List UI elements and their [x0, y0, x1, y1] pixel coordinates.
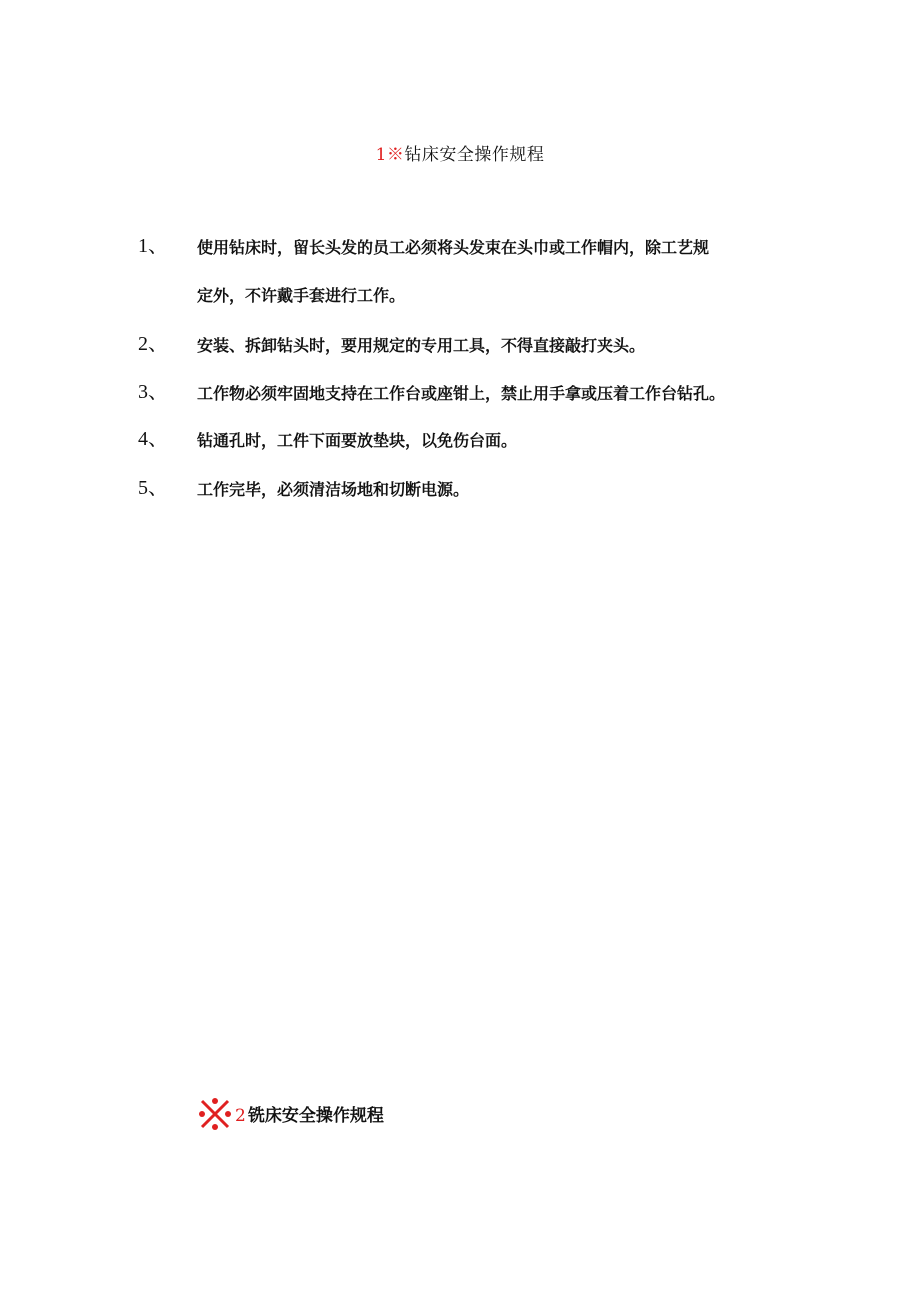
rule-text: 安装、拆卸钻头时，要用规定的专用工具，不得直接敲打夹头。: [197, 336, 646, 355]
title-mark: ※: [386, 145, 405, 165]
rule-number: 5、: [138, 477, 168, 499]
rule-number: 1、: [138, 235, 168, 257]
rule-text: 工作物必须牢固地支持在工作台或座钳上，禁止用手拿或压着工作台钻孔。: [197, 384, 726, 403]
section-title: 铣床安全操作规程: [247, 1106, 384, 1126]
rule-number: 4、: [138, 428, 168, 450]
rule-text-continued: 定外，不许戴手套进行工作。: [197, 286, 406, 305]
page-title: [0, 144, 920, 166]
rule-text: 工作完毕，必须清洁场地和切断电源。: [197, 480, 470, 499]
title-number: 1: [375, 145, 387, 165]
rule-text: 钻通孔时，工件下面要放垫块，以免伤台面。: [197, 431, 518, 450]
rule-number: 2、: [138, 333, 168, 355]
reference-mark-icon: [197, 1096, 233, 1132]
section-number: 2: [235, 1106, 246, 1126]
rule-number: 3、: [138, 381, 168, 403]
title-text: 钻床安全操作规程: [404, 145, 545, 165]
next-section-heading: [197, 1098, 384, 1134]
rule-text: 使用钻床时，留长头发的员工必须将头发束在头巾或工作帽内，除工艺规: [197, 238, 710, 257]
